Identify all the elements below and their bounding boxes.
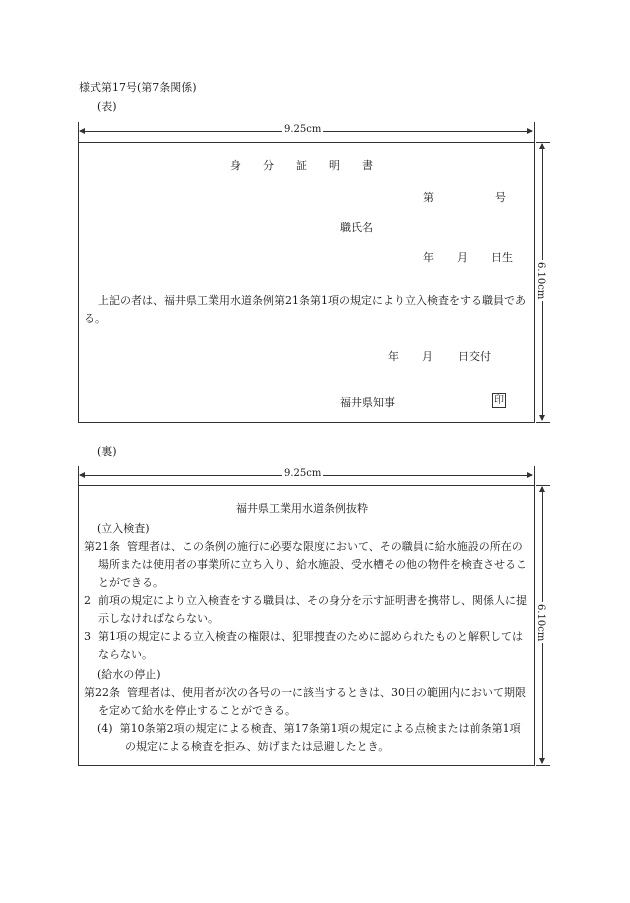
number-suffix: 号 xyxy=(495,191,506,204)
article-21-paragraph-3 xyxy=(84,628,530,664)
back-height-label: 6.10cm xyxy=(535,604,546,642)
form-number-label: 様式第17号(第7条関係) xyxy=(79,81,197,94)
article-21 xyxy=(84,538,530,592)
paragraph-2-number: 2 xyxy=(84,594,91,607)
back-title: 福井県工業用水道条例抜粋 xyxy=(236,502,368,515)
issuer-name: 福井県知事 xyxy=(340,396,395,409)
front-card xyxy=(78,142,535,423)
paragraph-3-number: 3 xyxy=(84,630,91,643)
item-4-text: 第10条第2項の規定による検査、第17条第1項の規定による点検または前条第1項の規定による検査を拒み、妨げまたは忌避したとき。 xyxy=(119,722,521,753)
article-22-text: 管理者は、使用者が次の各号の一に該当するときは、30日の範囲内において期限を定めて給水を停止することができる。 xyxy=(98,686,526,717)
front-title: 身 分 証 明 書 xyxy=(230,159,373,172)
front-width-label: 9.25cm xyxy=(284,124,322,135)
article-21-paragraph-2 xyxy=(84,592,530,628)
number-prefix: 第 xyxy=(423,191,434,204)
back-side-label: (裏) xyxy=(97,445,117,458)
item-4-number: (4) xyxy=(97,722,113,735)
front-side-label: (表) xyxy=(97,100,117,113)
article-21-head: 第21条 xyxy=(84,540,120,553)
article-22-head: 第22条 xyxy=(84,686,120,699)
heading-inspection: (立入検査) xyxy=(97,522,150,535)
paragraph-3-text: 第1項の規定による立入検査の権限は、犯罪捜査のために認められたものと解釈してはならない。 xyxy=(98,630,523,661)
birth-month: 月 xyxy=(457,251,468,264)
back-width-label: 9.25cm xyxy=(284,468,322,479)
issue-month: 月 xyxy=(422,350,433,363)
issue-year: 年 xyxy=(388,350,399,363)
front-height-label: 6.10cm xyxy=(535,262,546,300)
article-21-text: 管理者は、この条例の施行に必要な限度において、その職員に給水施設の所在の場所または使用者の事業所に立ち入り、給水施設、受水槽その他の物件を検査させることができる。 xyxy=(98,540,527,589)
seal-mark: 印 xyxy=(494,395,504,406)
article-22 xyxy=(84,684,530,720)
birth-year: 年 xyxy=(423,251,434,264)
article-22-item-4 xyxy=(97,720,530,756)
paragraph-2-text: 前項の規定により立入検査をする職員は、その身分を示す証明書を携帯し、関係人に提示しなければならない。 xyxy=(98,594,527,625)
issue-day: 日交付 xyxy=(458,350,491,363)
heading-water-stop: (給水の停止) xyxy=(97,668,161,681)
birth-day: 日生 xyxy=(491,251,513,264)
front-body-text: 上記の者は、福井県工業用水道条例第21条第1項の規定により立入検査をする職員である。 xyxy=(84,294,526,325)
name-label: 職氏名 xyxy=(340,221,373,234)
